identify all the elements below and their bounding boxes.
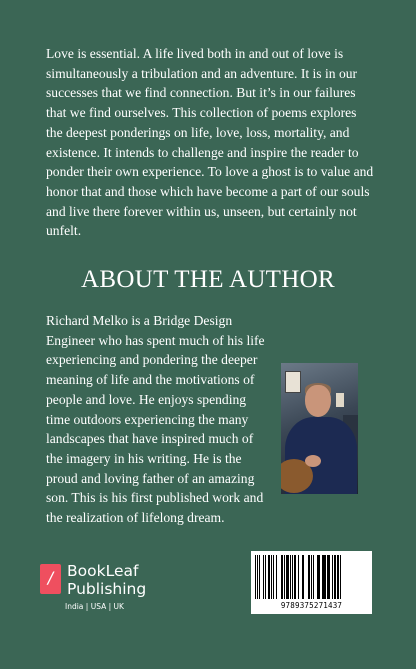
publisher-regions: India | USA | UK [65,602,124,611]
publisher-mark-icon [40,564,61,594]
author-photo [281,363,358,494]
about-author-heading: ABOUT THE AUTHOR [81,266,335,293]
book-blurb: Love is essential. A life lived both in and out of love is simultaneously a tribulation and an adventure. It is in our successes that we find connection. But it’s in our failures that we find ourselves. This collection of poems explores the deepest ponderings on life, love, loss, mortality, and existence. It intends to challenge and inspire the reader to ponder their own experience. To love a ghost is to value and honor that and those which have become a part of our souls and live there forever within us, unseen, but certainly not unfelt. [46,46,374,239]
publisher-name-line2: Publishing [67,580,147,598]
publisher-logo [40,563,190,615]
author-bio: Richard Melko is a Bridge Design Engineer who has spent much of his life experiencing and pondering the deeper meaning of life and the motivations of people and love. He enjoys spending time outdoors experiencing the many landscapes that have inspired much of the imagery in his writing. He is the proud and loving father of an amazing son. This is his first published work and the realization of lifelong dream. [46,313,265,526]
barcode-bars [255,555,368,599]
isbn-barcode [251,551,372,614]
publisher-mark: / [47,568,54,587]
isbn-number: 9789375271437 [280,601,343,610]
publisher-name-line1: BookLeaf [67,562,139,580]
